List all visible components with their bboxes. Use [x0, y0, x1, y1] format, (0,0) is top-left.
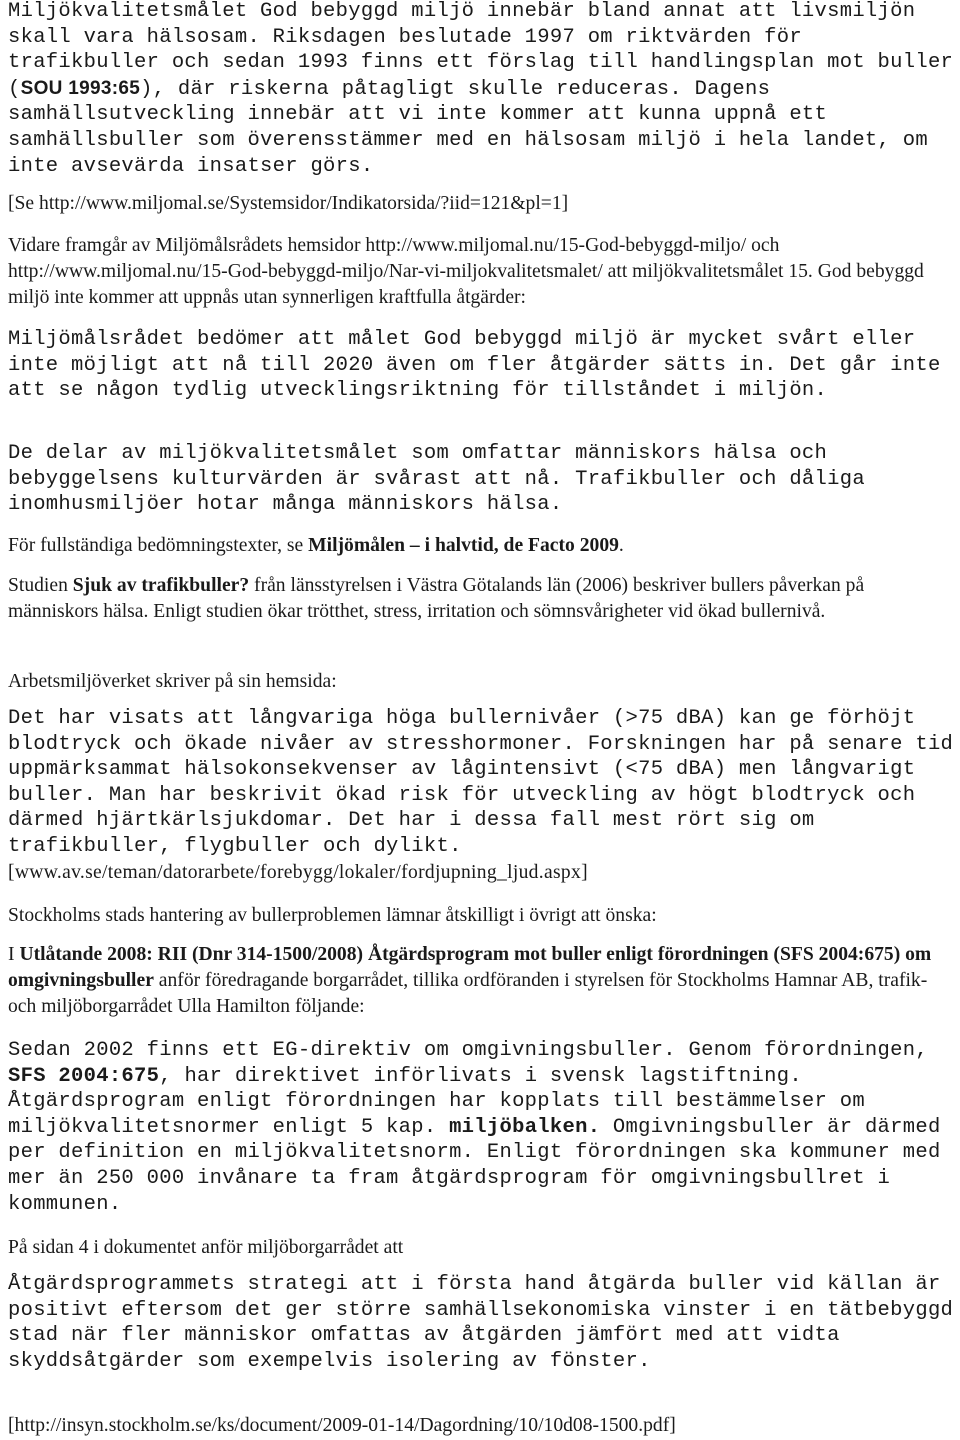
p7-text-post: från länsstyrelsen i Västra Götalands län (2006) beskriver bullers påverkan på människors hälsa. Enligt studien ökar trötthet, stress, irritation och sömnsvårigheter vid ökad bullernivå.	[8, 575, 865, 622]
miljomal-god-bebyggd-link[interactable]: http://www.miljomal.nu/15-God-bebyggd-miljo/	[365, 235, 747, 256]
bracket-open: [	[8, 1415, 15, 1436]
sou-reference: SOU 1993:65	[20, 77, 141, 99]
paragraph-sidan-4: På sidan 4 i dokumentet anför miljöborgarrådet att	[8, 1237, 404, 1258]
intro-text-b: ), där riskerna påtagligt skulle reduceras. Dagens samhällsutveckling innebär att vi inte kommer att kunna uppnå ett samhällsbuller som överensstämmer med en hälsosam miljö i hela landet, om inte avsevärda insatser görs.	[8, 77, 928, 178]
paragraph-insyn-link	[8, 1413, 958, 1439]
paragraph-see-link	[8, 191, 958, 217]
bracket-close: ]	[561, 193, 569, 214]
eg-text-a: Sedan 2002 finns ett EG-direktiv om omgivningsbuller. Genom förordningen,	[8, 1039, 928, 1062]
quote-arbetsmiljoverket	[8, 706, 958, 886]
miljobalken-reference: miljöbalken.	[449, 1115, 601, 1139]
bracket-close: ]	[669, 1415, 676, 1436]
p3-text-mid: och	[746, 235, 780, 256]
p6-text-post: .	[618, 535, 624, 556]
paragraph-miljomalsradet	[8, 233, 958, 311]
av-reference: [www.av.se/teman/datorarbete/forebygg/lokaler/fordjupning_ljud.aspx]	[8, 861, 588, 883]
paragraph-studien	[8, 573, 958, 625]
quote-strategi: Åtgärdsprogrammets strategi att i första hand åtgärda buller vid källan är positivt eftersom det ger större samhällsekonomiska vinster i en tätbebyggd stad när fler människor omfattas av åtgärden jämfört med att vidta skyddsåtgärder som exempelvis isolering av fönster.	[8, 1273, 954, 1373]
miljomal-nar-vi-link[interactable]: http://www.miljomal.nu/15-God-bebyggd-miljo/Nar-vi-miljokvalitetsmalet/	[8, 261, 603, 282]
quote-bedomning: Miljömålsrådet bedömer att målet God bebyggd miljö är mycket svårt eller inte möjligt att nå till 2020 även om fler åtgärder sätts in. Det går inte att se någon tydlig utvecklingsriktning för tillståndet i miljön.	[8, 328, 941, 403]
eg-text-b: , har direktivet införlivats i svensk lagstiftning. Åtgärdsprogram enligt förordningen har kopplats till bestämmelser om miljökvalitetsnormer enligt 5 kap.	[8, 1064, 865, 1139]
sfs-reference: SFS 2004:675	[8, 1064, 160, 1088]
paragraph-fullstandiga	[8, 533, 958, 559]
paragraph-intro	[8, 0, 958, 179]
p3-text-post: att miljökvalitetsmålet 15. God bebyggd miljö inte kommer att uppnås utan synnerligen kraftfulla åtgärder:	[8, 261, 924, 308]
paragraph-arbetsmiljoverket: Arbetsmiljöverket skriver på sin hemsida:	[8, 671, 337, 692]
utlatande-title: Utlåtande 2008: RII (Dnr 314-1500/2008) Åtgärdsprogram mot buller enligt förordningen (SFS 2004:675) om omgivningsbuller	[8, 944, 932, 991]
p6-text-pre: För fullständiga bedömningstexter, se	[8, 535, 309, 556]
bracket-open: [Se	[8, 193, 40, 214]
quote-delar: De delar av miljökvalitetsmålet som omfattar människors hälsa och bebyggelsens kulturvärden är svårast att nå. Trafikbuller och dåliga inomhusmiljöer hotar många människors hälsa.	[8, 442, 865, 517]
p11-text-pre: I	[8, 944, 20, 965]
miljomal-indicator-link[interactable]: http://www.miljomal.se/Systemsidor/Indikatorsida/?iid=121&pl=1	[39, 193, 562, 214]
de-facto-title: Miljömålen – i halvtid, de Facto 2009	[308, 535, 619, 556]
p11-text-post: anför föredragande borgarrådet, tillika ordföranden i styrelsen för Stockholms Hamnar AB, trafik- och miljöborgarrådet Ulla Hamilton följande:	[8, 970, 928, 1017]
insyn-stockholm-link[interactable]: http://insyn.stockholm.se/ks/document/2009-01-14/Dagordning/10/10d08-1500.pdf	[14, 1415, 670, 1436]
p3-text-pre: Vidare framgår av Miljömålsrådets hemsidor	[8, 235, 366, 256]
paragraph-stockholm: Stockholms stads hantering av bullerproblemen lämnar åtskilligt i övrigt att önska:	[8, 905, 657, 926]
av-quote-text: Det har visats att långvariga höga bullernivåer (>75 dBA) kan ge förhöjt blodtryck och ökade nivåer av stresshormoner. Forskningen har på senare tid uppmärksammat hälsokonsekvenser av lågintensivt (<75 dBA) men långvarigt buller. Man har beskrivit ökad risk för utveckling av högt blodtryck och därmed hjärtkärlsjukdomar. Det har i dessa fall mest rört sig om trafikbuller, flygbuller och dylikt.	[8, 707, 954, 858]
eg-text-c: Omgivningsbuller är därmed per definition en miljökvalitetsnorm. Enligt förordningen ska kommuner med mer än 250 000 invånare ta fram åtgärdsprogram för omgivningsbullret i kommunen.	[8, 1115, 941, 1216]
intro-text-a: Miljökvalitetsmålet God bebyggd miljö innebär bland annat att livsmiljön skall vara hälsosam. Riksdagen beslutade 1997 om riktvärden för trafikbuller och sedan 1993 finns ett förslag till handlingsplan mot buller (	[8, 0, 954, 101]
paragraph-utlatande	[8, 942, 958, 1020]
study-title: Sjuk av trafikbuller?	[72, 575, 250, 596]
quote-eg-direktiv	[8, 1038, 958, 1217]
p7-text-pre: Studien	[8, 575, 73, 596]
